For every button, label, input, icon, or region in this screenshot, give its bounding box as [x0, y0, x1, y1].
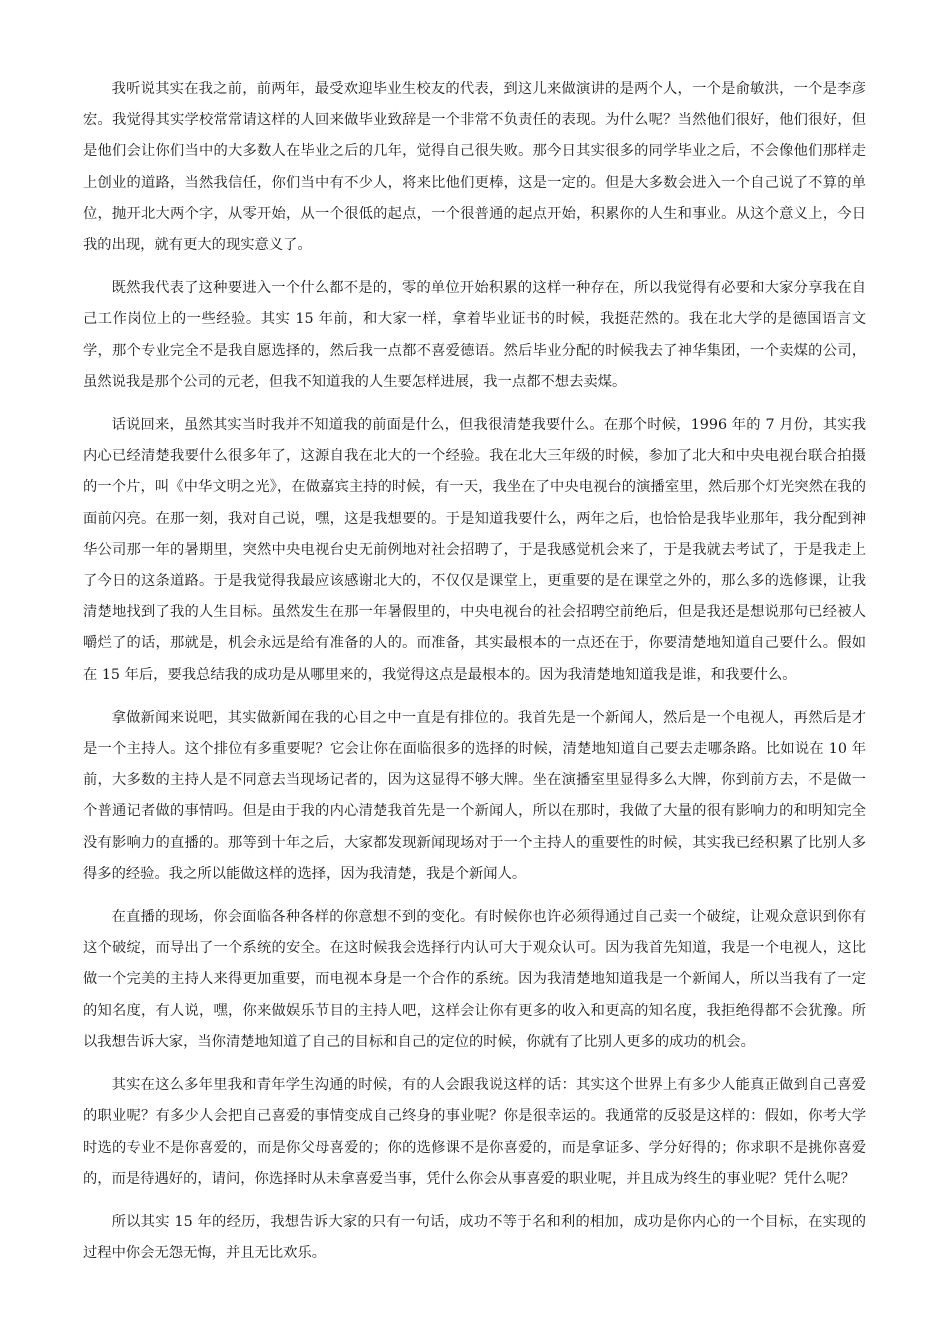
paragraph-6: 其实在这么多年里我和青年学生沟通的时候，有的人会跟我说这样的话：其实这个世界上有多少人能真正做到自己喜爱的职业呢？有多少人会把自己喜爱的事情变成自己终身的事业呢？你是很幸运的。我通常的反驳是这样的：假如，你考大学时选的专业不是你喜爱的，而是你父母喜爱的；你的选修课不是你喜爱的，而是拿证多、学分好得的；你求职不是挑你喜爱的，而是待遇好的，请问，你选择时从未拿喜爱当事，凭什么你会从事喜爱的职业呢，并且成为终生的事业呢？凭什么呢？: [83, 1077, 866, 1187]
paragraph-2: 既然我代表了这种要进入一个什么都不是的，零的单位开始积累的这样一种存在，所以我觉得有必要和大家分享我在自己工作岗位上的一些经验。其实 15 年前，和大家一样，拿着毕业证书的时候，我挺茫然的。我在北大学的是德国语言文学，那个专业完全不是我自愿选择的，然后我一点都不喜爱德语。然后毕业分配的时候我去了神华集团，一个卖煤的公司，虽然说我是那个公司的元老，但我不知道我的人生要怎样进展，我一点都不想去卖煤。: [83, 280, 866, 390]
paragraph-5: 在直播的现场，你会面临各种各样的你意想不到的变化。有时候你也许必须得通过自己卖一个破绽，让观众意识到你有这个破绽，而导出了一个系统的安全。在这时候我会选择行内认可大于观众认可。因为我首先知道，我是一个电视人，这比做一个完美的主持人来得更加重要，而电视本身是一个合作的系统。因为我清楚地知道我是一个新闻人，所以当我有了一定的知名度，有人说，嘿，你来做娱乐节目的主持人吧，这样会让你有更多的收入和更高的知名度，我拒绝得都不会犹豫。所以我想告诉大家，当你清楚地知道了自己的目标和自己的定位的时候，你就有了比别人更多的成功的机会。: [83, 909, 866, 1050]
paragraph-1: 我听说其实在我之前，前两年，最受欢迎毕业生校友的代表，到这儿来做演讲的是两个人，一个是俞敏洪，一个是李彦宏。我觉得其实学校常常请这样的人回来做毕业致辞是一个非常不负责任的表现。为什么呢？当然他们很好，他们很好，但是他们会让你们当中的大多数人在毕业之后的几年，觉得自己很失败。那今日其实很多的同学毕业之后，不会像他们那样走上创业的道路，当然我信任，你们当中有不少人，将来比他们更棒，这是一定的。但是大多数会进入一个自己说了不算的单位，抛开北大两个字，从零开始，从一个很低的起点，一个很普通的起点开始，积累你的人生和事业。从这个意义上，今日我的出现，就有更大的现实意义了。: [83, 81, 866, 254]
paragraph-7: 所以其实 15 年的经历，我想告诉大家的只有一句话，成功不等于名和利的相加，成功是你内心的一个目标，在实现的过程中你会无怨无悔，并且无比欢乐。: [83, 1213, 866, 1262]
paragraph-4: 拿做新闻来说吧，其实做新闻在我的心目之中一直是有排位的。我首先是一个新闻人，然后是一个电视人，再然后是才是一个主持人。这个排位有多重要呢？它会让你在面临很多的选择的时候，清楚地知道自己要去走哪条路。比如说在 10 年前，大多数的主持人是不同意去当现场记者的，因为这显得不够大牌。坐在演播室里显得多么大牌，你到前方去，不是做一个普通记者做的事情吗。但是由于我的内心清楚我首先是一个新闻人，所以在那时，我做了大量的很有影响力的和明知完全没有影响力的直播的。那等到十年之后，大家都发现新闻现场对于一个主持人的重要性的时候，其实我已经积累了比别人多得多的经验。我之所以能做这样的选择，因为我清楚，我是个新闻人。: [83, 709, 866, 882]
document-body: [83, 74, 866, 1281]
paragraph-3: 话说回来，虽然其实当时我并不知道我的前面是什么，但我很清楚我要什么。在那个时候，1996 年的 7 月份，其实我内心已经清楚我要什么很多年了，这源自我在北大的一个经验。我在北大三年级的时候，参加了北大和中央电视台联合拍摄的一个片，叫《中华文明之光》，在做嘉宾主持的时候，有一天，我坐在了中央电视台的演播室里，然后那个灯光突然在我的面前闪亮。在那一刻，我对自己说，嘿，这是我想要的。于是知道我要什么，两年之后，也恰恰是我毕业那年，我分配到神华公司那一年的暑期里，突然中央电视台史无前例地对社会招聘了，于是我感觉机会来了，于是我就去考试了，于是我走上了今日的这条道路。于是我觉得我最应该感谢北大的，不仅仅是课堂上，更重要的是在课堂之外的，那么多的选修课，让我清楚地找到了我的人生目标。虽然发生在那一年暑假里的，中央电视台的社会招聘空前绝后，但是我还是想说那句已经被人嚼烂了的话，那就是，机会永远是给有准备的人的。而准备，其实最根本的一点还在于，你要清楚地知道自己要什么。假如在 15 年后，要我总结我的成功是从哪里来的，我觉得这点是最根本的。因为我清楚地知道我是谁，和我要什么。: [83, 417, 866, 683]
